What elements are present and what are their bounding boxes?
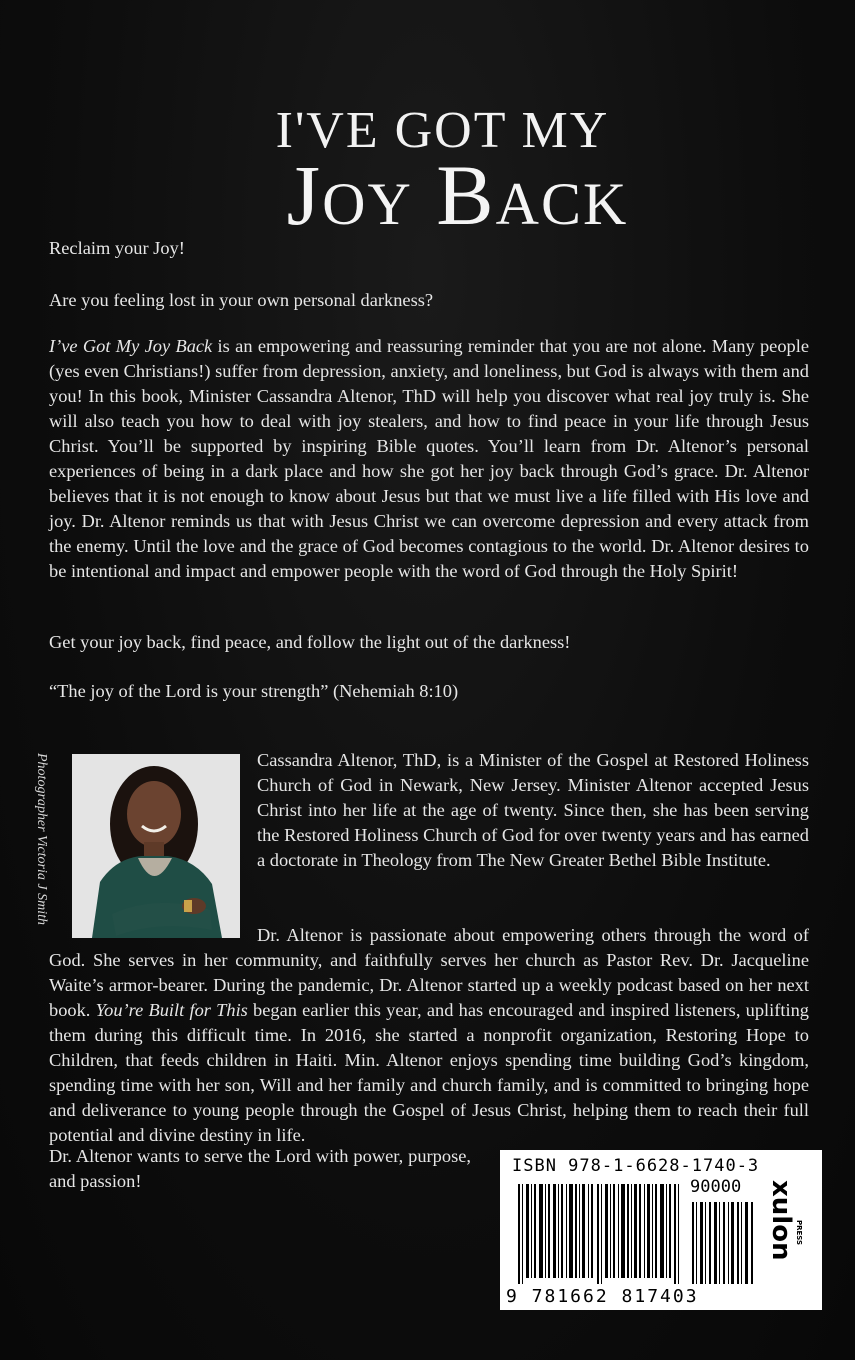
intro-question: Are you feeling lost in your own personal darkness?: [49, 290, 434, 310]
next-book-title: You’re Built for This: [95, 1000, 248, 1020]
author-photo: [72, 754, 240, 938]
scripture-quote: “The joy of the Lord is your strength” (Nehemiah 8:10): [49, 681, 459, 701]
price-code: 90000: [690, 1177, 742, 1197]
author-bio-2a: Dr. Altenor is passionate about empowering others through the word of God. She serves in her community, and faithfully serves her church as Pastor Rev. Dr. Jacqueline Waite’s armor-bearer. During the pandemic, Dr. Altenor started up a weekly podcast based on her next book.: [49, 925, 809, 1020]
description-paragraph: [49, 334, 809, 584]
book-title-inline: I’ve Got My Joy Back: [49, 336, 213, 356]
tagline: Reclaim your Joy!: [49, 238, 185, 258]
publisher-logo-sub: PRESS: [795, 1220, 803, 1246]
price-barcode-bars: [692, 1202, 756, 1284]
photo-credit: Photographer Victoria J Smith: [34, 753, 49, 925]
title-line-1: I'VE GOT MY: [275, 102, 610, 159]
description-text: is an empowering and reassuring reminder that you are not alone. Many people (yes even Christians!) suffer from depression, anxiety, and loneliness, but God is always with them and you! In this book, Minister Cassandra Altenor, ThD will help you discover what real joy truly is. She will also teach you how to deal with joy stealers, and how to find peace in your life through Jesus Christ. You’ll be supported by inspiring Bible quotes. You’ll learn from Dr. Altenor’s personal experiences of being in a dark place and how she got her joy back through God’s grace. Dr. Altenor believes that it is not enough to know about Jesus but that we must live a life filled with His love and joy. Dr. Altenor reminds us that with Jesus Christ we can overcome depression and every attack from the enemy. Until the love and the grace of God becomes contagious to the world. Dr. Altenor desires to be intentional and impact and empower people with the word of God through the Holy Spirit!: [49, 336, 809, 581]
isbn-digits: 9 781662 817403: [506, 1286, 699, 1307]
call-to-action: Get your joy back, find peace, and follow the light out of the darkness!: [49, 632, 571, 652]
publisher-logo: xulon: [766, 1180, 796, 1261]
isbn-label: ISBN 978-1-6628-1740-3: [512, 1156, 760, 1176]
author-portrait-image: [72, 754, 240, 938]
author-bio-2b: began earlier this year, and has encouraged and inspired listeners, uplifting them during this difficult time. In 2016, she started a nonprofit organization, Restoring Hope to Children, that feeds children in Haiti. Min. Altenor enjoys spending time building God’s kingdom, spending time with her son, Will and her family and church family, and is committed to bringing hope and deliverance to young people through the Gospel of Jesus Christ, helping them to reach their full potential and divine destiny in life.: [49, 1000, 809, 1145]
title-line-2: Joy Back: [286, 147, 629, 243]
author-bio-3: Dr. Altenor wants to serve the Lord with power, purpose, and passion!: [49, 1146, 471, 1191]
author-bio-2: [49, 923, 809, 1148]
isbn-barcode: [500, 1150, 822, 1310]
author-bio-1: Cassandra Altenor, ThD, is a Minister of the Gospel at Restored Holiness Church of God in Newark, New Jersey. Minister Altenor accepted Jesus Christ into her life at the age of twenty. Since then, she has been serving the Restored Holiness Church of God for over twenty years and has earned a doctorate in Theology from The New Greater Bethel Bible Institute.: [257, 750, 809, 870]
barcode-bars: [518, 1184, 686, 1284]
